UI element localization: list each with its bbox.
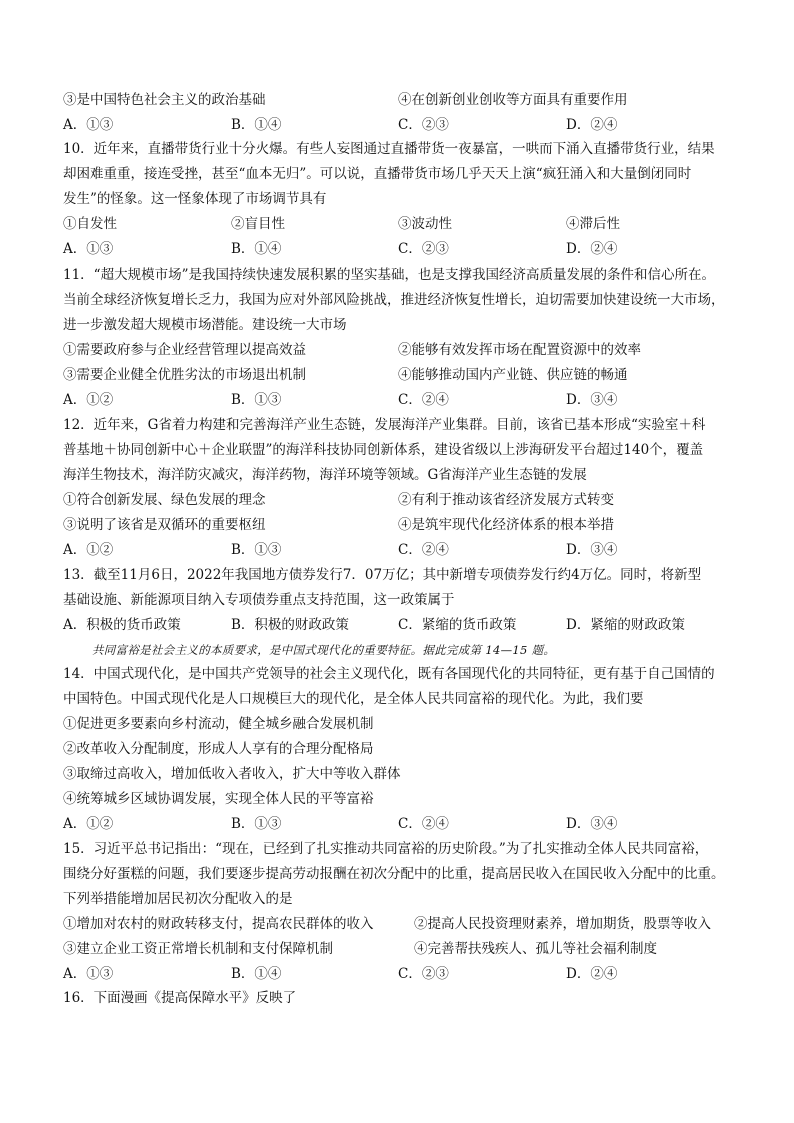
choice-a: A．①② [63, 392, 114, 408]
option-3: ③需要企业健全优胜劣汰的市场退出机制 [63, 367, 306, 383]
choice-b: B．①④ [231, 117, 282, 133]
choice-d: D．②④ [566, 117, 618, 133]
choice-b: B．①③ [231, 816, 282, 832]
option-4: ④完善帮扶残疾人、孤儿等社会福利制度 [414, 941, 657, 957]
choice-c: C．②③ [398, 241, 449, 257]
question-13-line-2: 基础设施、新能源项目纳入专项债券重点支持范围，这一政策属于 [63, 592, 455, 608]
choice-c: C．②④ [398, 392, 449, 408]
choice-c: C．②③ [398, 966, 449, 982]
option-2: ②改革收入分配制度，形成人人享有的合理分配格局 [63, 741, 374, 757]
option-4: ④在创新创业创收等方面具有重要作用 [398, 92, 628, 108]
question-10-line-1: 10．近年来，直播带货行业十分火爆。有些人妄图通过直播带货一夜暴富，一哄而下涌入直播带货行业，结果 [63, 141, 715, 157]
option-2: ②盲目性 [231, 216, 285, 232]
question-15-line-1: 15．习近平总书记指出：“现在，已经到了扎实推动共同富裕的历史阶段。”为了扎实推动全体人民共同富裕， [63, 841, 709, 857]
choice-d: D．③④ [566, 816, 618, 832]
question-14-line-1: 14．中国式现代化，是中国共产党领导的社会主义现代化，既有各国现代化的共同特征，更有基于自己国情的 [63, 666, 715, 682]
option-3: ③是中国特色社会主义的政治基础 [63, 92, 266, 108]
option-4: ④滞后性 [566, 216, 620, 232]
choice-d: D．②④ [566, 966, 618, 982]
choice-a: A．①② [63, 816, 114, 832]
option-2: ②提高人民投资理财素养，增加期货，股票等收入 [414, 916, 711, 932]
option-4: ④统筹城乡区域协调发展，实现全体人民的平等富裕 [63, 791, 374, 807]
question-11-line-2: 当前全球经济恢复增长乏力，我国为应对外部风险挑战，推进经济恢复性增长，迫切需要加快建设统一大市场， [63, 292, 725, 308]
option-3: ③波动性 [398, 216, 452, 232]
option-2: ②有利于推动该省经济发展方式转变 [398, 492, 614, 508]
choice-c: C．②④ [398, 542, 449, 558]
question-12-line-1: 12．近年来，G省着力构建和完善海洋产业生态链，发展海洋产业集群。目前，该省已基本形成“实验室＋科 [63, 417, 706, 433]
choice-a: A．①③ [63, 117, 114, 133]
question-15-line-2: 围绕分好蛋糕的问题，我们要逐步提高劳动报酬在初次分配中的比重，提高居民收入在国民收入分配中的比重。 [63, 866, 725, 882]
option-2: ②能够有效发挥市场在配置资源中的效率 [398, 342, 641, 358]
choice-a: A．①③ [63, 966, 114, 982]
choice-b: B．①④ [231, 966, 282, 982]
choice-b: B．①③ [231, 392, 282, 408]
option-3: ③建立企业工资正常增长机制和支付保障机制 [63, 941, 333, 957]
question-10-line-3: 发生”的怪象。这一怪象体现了市场调节具有 [63, 191, 327, 207]
choice-b: B．①③ [231, 542, 282, 558]
question-14-line-2: 中国特色。中国式现代化是人口规模巨大的现代化，是全体人民共同富裕的现代化。为此，我们要 [63, 691, 644, 707]
choice-c: C．紧缩的货币政策 [398, 617, 517, 633]
question-13-line-1: 13．截至11月6日，2022年我国地方债券发行7．07万亿；其中新增专项债券发行约4万亿。同时，将新型 [63, 567, 702, 583]
option-1: ①需要政府参与企业经营管理以提高效益 [63, 342, 306, 358]
choice-c: C．②③ [398, 117, 449, 133]
option-1: ①增加对农村的财政转移支付，提高农民群体的收入 [63, 916, 374, 932]
option-3: ③取缔过高收入，增加低收入者收入，扩大中等收入群体 [63, 766, 401, 782]
question-12-line-3: 海洋生物技术，海洋防灾减灾，海洋药物，海洋环境等领域。G省海洋产业生态链的发展 [63, 467, 587, 483]
choice-a: A．①② [63, 542, 114, 558]
choice-c: C．②④ [398, 816, 449, 832]
option-1: ①自发性 [63, 216, 117, 232]
section-intro: 共同富裕是社会主义的本质要求，是中国式现代化的重要特征。据此完成第 14—15 题。 [92, 643, 556, 657]
option-3: ③说明了该省是双循环的重要枢纽 [63, 517, 266, 533]
option-4: ④是筑牢现代化经济体系的根本举措 [398, 517, 614, 533]
question-11-line-1: 11．“超大规模市场”是我国持续快速发展积累的坚实基础，也是支撑我国经济高质量发展的条件和信心所在。 [63, 267, 715, 283]
question-15-line-3: 下列举措能增加居民初次分配收入的是 [63, 891, 293, 907]
option-1: ①促进更多要素向乡村流动，健全城乡融合发展机制 [63, 716, 374, 732]
option-1: ①符合创新发展、绿色发展的理念 [63, 492, 266, 508]
choice-d: D．③④ [566, 542, 618, 558]
choice-b: B．积极的财政政策 [231, 617, 349, 633]
question-16-line-1: 16．下面漫画《提高保障水平》反映了 [63, 990, 297, 1006]
choice-d: D．③④ [566, 392, 618, 408]
choice-d: D．②④ [566, 241, 618, 257]
choice-d: D．紧缩的财政政策 [566, 617, 685, 633]
choice-a: A．积极的货币政策 [63, 617, 181, 633]
choice-b: B．①④ [231, 241, 282, 257]
option-4: ④能够推动国内产业链、供应链的畅通 [398, 367, 628, 383]
question-11-line-3: 进一步激发超大规模市场潜能。建设统一大市场 [63, 317, 347, 333]
choice-a: A．①③ [63, 241, 114, 257]
question-12-line-2: 普基地＋协同创新中心＋企业联盟”的海洋科技协同创新体系，建设省级以上涉海研发平台超过140个，覆盖 [63, 442, 704, 458]
question-10-line-2: 却困难重重，接连受挫，甚至“血本无归”。可以说，直播带货市场几乎天天上演“疯狂涌入和大量倒闭同时 [63, 166, 692, 182]
